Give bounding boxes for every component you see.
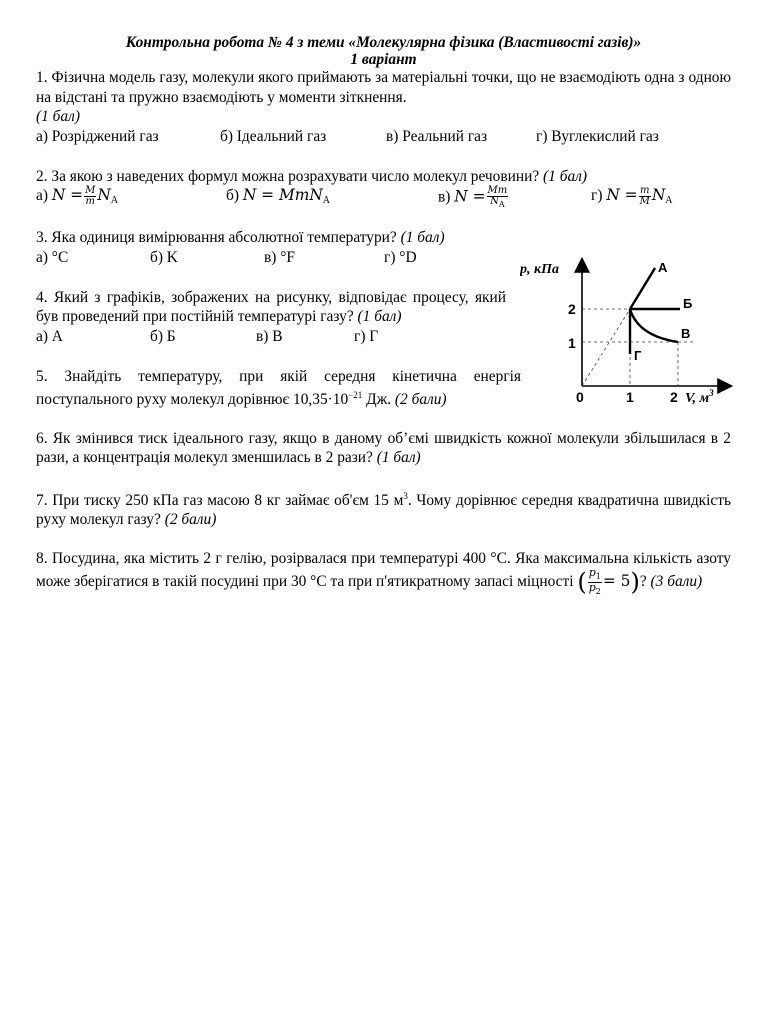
q2-option-b: б) N = MmN$_A$ (226, 186, 331, 206)
q3-option-a: а) °C (36, 248, 69, 266)
x-tick-1: 1 (626, 389, 634, 405)
curve-v (630, 309, 678, 342)
question-3 (36, 228, 731, 248)
q6-points: (1 бал) (376, 449, 421, 467)
q4-option-d: г) Г (354, 327, 379, 345)
question-1 (36, 68, 731, 127)
q2-option-a: а) N = $\frac{M}{m}$ $N_A$ (36, 185, 119, 207)
q5-exponent: −21 (348, 390, 363, 400)
variant-label: 1 варіант (350, 51, 417, 68)
q1-option-c: в) Реальний газ (386, 127, 488, 145)
question-5 (36, 367, 521, 410)
guide-diagonal (582, 309, 630, 386)
q2-option-d: г) N = $\frac{m}{M}$ $N_A$ (591, 185, 673, 207)
q4-text: 4. Який з графіків, зображених на рисунку, відповідає процесу, який був проведений при постійній температурі газу? (36, 288, 506, 325)
q8-text: 8. Посудина, яка містить 2 г гелію, розірвалася при температурі 400 °С. Яка максимальна кількість азоту може зберігатися в такій посудині при 30 °С та при п'ятикратному запасі міцності (36, 549, 731, 591)
origin-label: 0 (576, 389, 584, 405)
q1-options (36, 127, 731, 148)
curve-label-b: Б (683, 296, 693, 311)
question-6 (36, 429, 731, 468)
q6-text: 6. Як змінився тиск ідеального газу, якщо в даному об’ємі швидкість кожної молекули збільшилася в 2 рази, а концентрація молекул зменшилась в 2 рази? (36, 429, 731, 467)
q1-points: (1 бал) (36, 108, 80, 125)
q4-points: (1 бал) (357, 308, 402, 325)
y-tick-1: 1 (568, 335, 576, 351)
page-title: Контрольна робота № 4 з теми «Молекулярна фізика (Властивості газів)» (125, 34, 642, 51)
q3-option-b: б) K (150, 248, 178, 266)
q5-text: 5. Знайдіть температуру, при якій середня кінетична енергія поступального руху молекул дорівнює 10,35·10 (36, 367, 521, 409)
question-8: 8. Посудина, яка містить 2 г гелію, розірвалася при температурі 400 °С. Яка максимальна кількість азоту може зберігатися в такій посудині при 30 °С та при п'ятикратному запасі міцності ( $\frac{p_1}{p_2}$ = 5)? (3 бали) (36, 549, 731, 597)
curve-label-a: А (658, 260, 668, 275)
q4-option-b: б) Б (150, 327, 176, 345)
q2-options (36, 186, 731, 212)
q5-unit: Дж. (362, 391, 392, 409)
q2-text: 2. За якою з наведених формул можна розрахувати число молекул речовини? (36, 167, 540, 185)
q3-text: 3. Яка одиниця вимірювання абсолютної температури? (36, 229, 397, 246)
pv-graph (520, 256, 735, 406)
q7-text: 7. При тиску 250 кПа газ масою 8 кг займає об'єм 15 м (36, 491, 404, 509)
q1-option-b: б) Ідеальний газ (220, 127, 327, 145)
q7-text-2: . Чому дорівнює середня квадратична швидкість руху молекул газу? (36, 491, 731, 529)
q7-exponent: 3 (403, 490, 408, 501)
x-axis-label: V, $м^3$ (685, 388, 714, 406)
q1-text: 1. Фізична модель газу, молекули якого приймають за матеріальні точки, що не взаємодіють одна з одною на відстані та пружно взаємодіють у моменти зіткнення. (36, 69, 731, 106)
q4-option-a: а) А (36, 327, 63, 345)
y-axis-label: p, кПа (520, 262, 559, 277)
q1-option-a: а) Розріджений газ (36, 127, 159, 145)
curve-a (630, 268, 655, 309)
q2-option-c: в) N = $\frac{Mm}{N_A}$ (438, 185, 508, 209)
q2-points: (1 бал) (543, 167, 587, 185)
q3-option-c: в) °F (264, 248, 295, 266)
q1-option-d: г) Вуглекислий газ (536, 127, 659, 145)
question-7 (36, 487, 731, 530)
x-tick-2: 2 (670, 389, 678, 405)
q4-option-c: в) В (256, 327, 283, 345)
question-4 (36, 288, 506, 327)
q5-points: (2 бали) (394, 391, 447, 409)
question-2 (36, 167, 731, 187)
q3-option-d: г) °D (384, 248, 417, 266)
q8-points: (3 бали) (650, 573, 703, 591)
q7-points: (2 бали) (164, 511, 217, 529)
q8-ratio: = 5 (602, 572, 631, 591)
curve-label-v: В (681, 326, 691, 341)
q3-points: (1 бал) (400, 229, 445, 246)
y-tick-2: 2 (568, 301, 576, 317)
curve-label-g: Г (634, 348, 642, 363)
